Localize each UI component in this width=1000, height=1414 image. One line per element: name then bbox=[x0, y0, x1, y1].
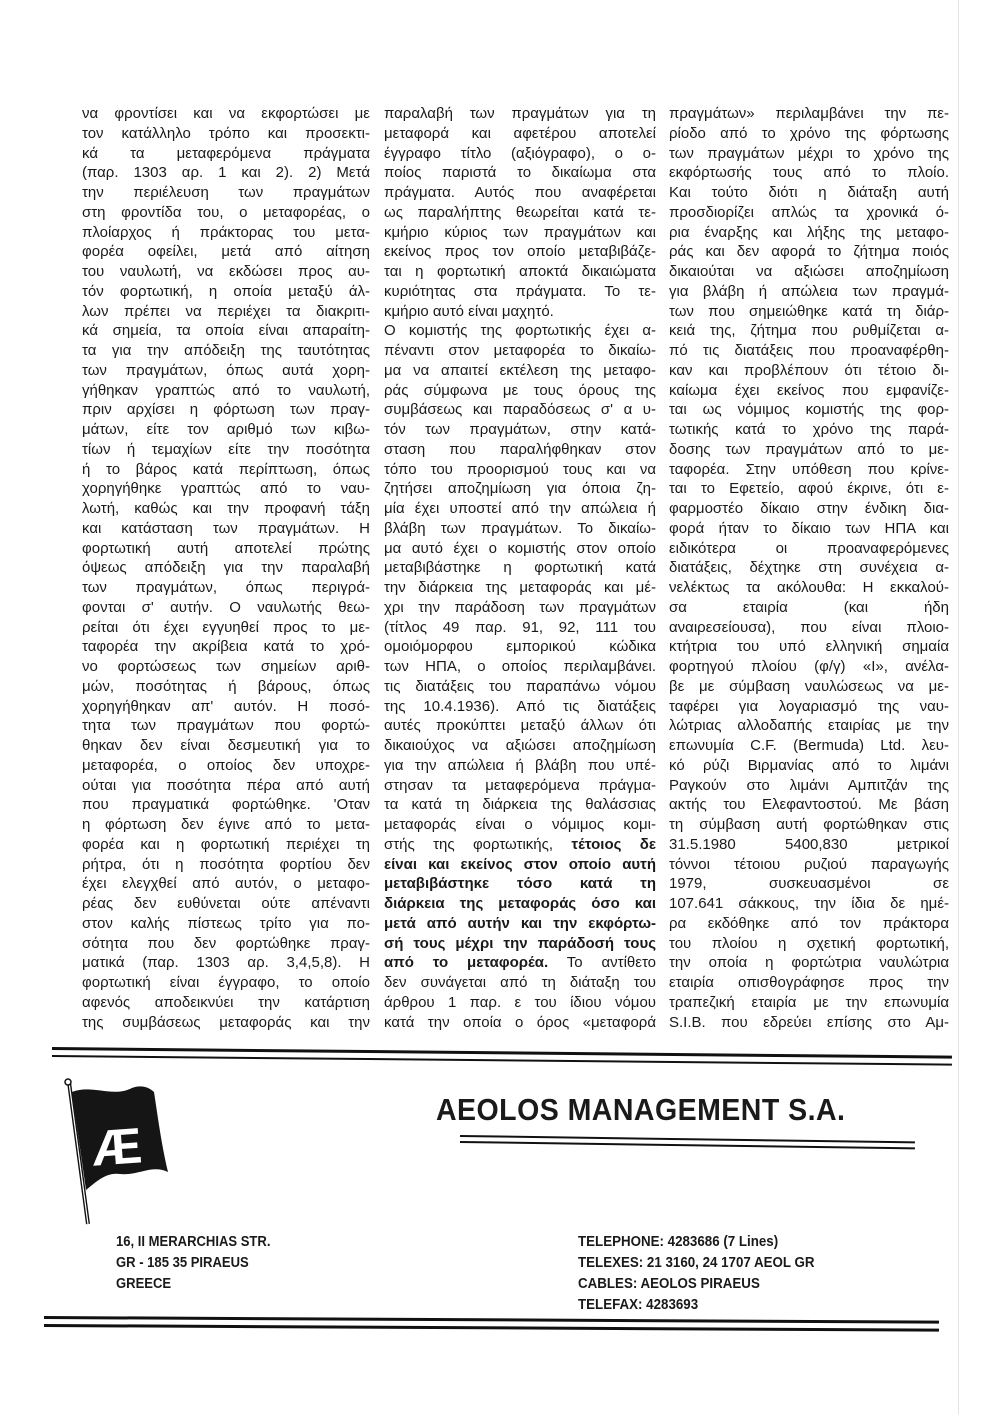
bold-text-segment: μετά από αυτήν και την εκφόρτω- bbox=[384, 914, 656, 932]
text-line: ακτής του Ελεφαντοστού. Με βάση bbox=[669, 796, 949, 814]
text-line: συμβάσεως και παραδόσεως σ' α υ- bbox=[384, 401, 656, 419]
text-line: μα αυτό έχει ο κομιστής στον οποίο bbox=[384, 539, 656, 557]
text-line: ρα εκδόθηκε από τον πράκτορα bbox=[669, 914, 949, 932]
text-line bbox=[384, 953, 656, 973]
text-line: χορηγήθηκαν απ' αυτόν. Η ποσό- bbox=[82, 697, 370, 715]
text-line: παραλαβή των πραγμάτων για τη bbox=[384, 105, 656, 122]
text-line: για την απώλεια ή βλάβη που υπέ- bbox=[384, 756, 656, 774]
text-line: Ραγκούν στο λιμάνι Αμπιτζάν της bbox=[669, 776, 949, 794]
company-address bbox=[116, 1232, 270, 1295]
text-line: ράς και δεν αφορά το ζήτημα ποιός bbox=[669, 243, 949, 261]
article-column-3 bbox=[669, 104, 949, 1032]
text-line: του ναυλωτή, να εκδώσει προς αυ- bbox=[82, 263, 370, 280]
text-line: κά τα μεταφερόμενα πράγματα bbox=[82, 144, 370, 162]
text-line: (παρ. 1303 αρ. 1 και 2). 2) Μετά bbox=[82, 164, 370, 182]
text-line: άρθρου 1 παρ. ε του ίδιου νόμου bbox=[384, 993, 656, 1011]
text-line: κμήριο αυτό είναι μαχητό. bbox=[384, 302, 554, 320]
text-line: κά σημεία, τα οποία είναι απαραίτη- bbox=[82, 322, 370, 340]
text-line: δεν συνάγεται από τη διάταξη του bbox=[384, 974, 656, 991]
text-line: σα εταιρία (και ήδη bbox=[669, 598, 949, 616]
address-line: GREECE bbox=[116, 1276, 172, 1292]
text-line: της 10.4.1936). Από τις διατάξεις bbox=[384, 697, 656, 715]
text-line: ζητήσει αποζημίωση για όποια ζη- bbox=[384, 480, 656, 498]
telexes: TELEXES: 21 3160, 24 1707 AEOL GR bbox=[578, 1255, 815, 1271]
text-line: S.I.B. που εδρεύει επίσης στο Αμ- bbox=[669, 1013, 949, 1031]
text-line: ταφορέα την ακρίβεια κατά το χρό- bbox=[82, 638, 370, 656]
text-line: μεταφοράς είναι ο νόμιμος κομι- bbox=[384, 816, 656, 833]
text-line: εκείνος προς τον οποίο μεταβιβάζε- bbox=[384, 243, 656, 261]
article-column-1 bbox=[82, 104, 370, 1032]
text-segment: στής της φορτωτικής, bbox=[384, 835, 572, 853]
text-line: φορέα οφείλει, μετά από αίτηση bbox=[82, 243, 370, 261]
cables: CABLES: AEOLOS PIRAEUS bbox=[578, 1276, 760, 1292]
text-line: ται η φορτωτική αποκτά δικαιώματα bbox=[384, 263, 656, 280]
text-line: αναιρεσείουσα), που είναι πλοιο- bbox=[669, 618, 949, 636]
text-line bbox=[384, 855, 656, 875]
text-line: τωτικής κατά το χρόνο της παρά- bbox=[669, 421, 949, 438]
text-line: μάτων, είτε τον αριθμό των κιβω- bbox=[82, 421, 370, 438]
text-line: πλοίαρχος ή πράκτορας του μετα- bbox=[82, 223, 370, 241]
text-line: νελέκτως τα ακόλουθα: Η εκκαλού- bbox=[669, 579, 949, 596]
text-line: τραπεζική εταιρία με την επωνυμία bbox=[669, 993, 949, 1011]
text-line: πραγμάτων» περιλαμβάνει την πε- bbox=[669, 105, 949, 122]
text-line: ούται για ποσότητα πέρα από αυτή bbox=[82, 776, 370, 794]
address-line: 16, II MERARCHIAS STR. bbox=[116, 1234, 271, 1250]
text-line: καν και προβλέπουν ότι τέτοιο δι- bbox=[669, 361, 949, 379]
divider-bottom-thin bbox=[44, 1324, 939, 1332]
bold-text-segment: τέτοιος δε bbox=[571, 835, 656, 853]
text-line: προσδιορίζει απλώς τα χρονικά ό- bbox=[669, 203, 949, 221]
divider-bottom-thick bbox=[44, 1316, 939, 1324]
text-line: των πραγμάτων μέχρι το χρόνο της bbox=[669, 144, 949, 162]
text-line: ται ως νόμιμος κομιστής της φορ- bbox=[669, 401, 949, 419]
text-line: στησαν τα μεταφερόμενα πράγμα- bbox=[384, 776, 656, 794]
text-line: μών, ποσότητας ή βάρους, όπως bbox=[82, 677, 370, 695]
text-line: τόν φορτωτική, η οποία μεταξύ άλ- bbox=[82, 282, 370, 300]
text-line: τίων ή τεμαχίων είτε την ποσότητα bbox=[82, 440, 370, 458]
company-name: AEOLOS MANAGEMENT S.A. bbox=[436, 1092, 846, 1127]
text-line: νο φορτώσεως των σημείων αριθ- bbox=[82, 658, 370, 675]
text-line: φαρμοστέο δίκαιο στην ένδικη δια- bbox=[669, 500, 949, 517]
text-line: κειά της, ζήτημα που ρυθμίζεται α- bbox=[669, 322, 949, 340]
text-line: πέναντι στον μεταφορέα το δικαίω- bbox=[384, 342, 656, 359]
text-line: του πλοίου η σχετική φορτωτική, bbox=[669, 934, 949, 952]
text-line: που πραγματικά φορτώθηκε. 'Οταν bbox=[82, 796, 370, 814]
text-line: και κατάσταση των πραγμάτων. Η bbox=[82, 519, 370, 537]
text-line: σταση που παραλήφθηκαν στον bbox=[384, 440, 656, 458]
text-line: τα για την απόδειξη της ταυτότητας bbox=[82, 342, 370, 359]
text-line: τόπο του προορισμού τους και να bbox=[384, 460, 656, 478]
scan-edge bbox=[958, 0, 959, 1414]
text-line: μεταφορά και αφετέρου αποτελεί bbox=[384, 124, 656, 142]
text-line bbox=[384, 835, 656, 855]
text-line: ρίοδο από το χρόνο της φόρτωσης bbox=[669, 124, 949, 142]
text-line: τον κατάλληλο τρόπο και προσεκτι- bbox=[82, 124, 370, 142]
text-line: στη φροντίδα του, ο μεταφορέας, ο bbox=[82, 203, 370, 221]
text-line: σότητα που δεν φορτώθηκε πραγ- bbox=[82, 934, 370, 952]
text-line: δικαιούται να αξιώσει αποζημίωση bbox=[669, 263, 949, 280]
text-line: ως παραλήπτης θεωρείται κατά τε- bbox=[384, 203, 656, 221]
text-line: χρι την παράδοση των πραγμάτων bbox=[384, 598, 656, 616]
text-line: τόννοι τέτοιου ρυζιού παραγωγής bbox=[669, 855, 949, 873]
text-line: 1979, συσκευασμένοι σε bbox=[669, 875, 949, 893]
text-line: ρήτρα, ότι η ποσότητα φορτίου δεν bbox=[82, 855, 370, 873]
text-line: πριν αρχίσει η φόρτωση των πραγ- bbox=[82, 401, 370, 419]
text-line: των πραγμάτων, όπως αυτά χορη- bbox=[82, 361, 370, 379]
text-line: αφενός αποδεικνύει την κατάρτιση bbox=[82, 993, 370, 1011]
text-line: κατά την οποία ο όρος «μεταφορά bbox=[384, 1013, 656, 1031]
text-line: τις διατάξεις του παραπάνω νόμου bbox=[384, 677, 656, 695]
text-line: ράς σύμφωνα με τους όρους της bbox=[384, 381, 656, 399]
text-line: όψεως απόδειξη για την παραλαβή bbox=[82, 559, 370, 577]
text-line: τητα των πραγμάτων που φορτώ- bbox=[82, 717, 370, 735]
text-line: φορτωτική αυτή αποτελεί πρώτης bbox=[82, 539, 370, 557]
text-line: για βλάβη ή απώλεια των πραγμά- bbox=[669, 282, 949, 300]
text-line: λωτή, καθώς και την προφανή τάξη bbox=[82, 500, 370, 517]
text-line: την οποία η φορτώτρια ναυλώτρια bbox=[669, 954, 949, 972]
text-line bbox=[384, 914, 656, 934]
text-line: φονται σ' αυτήν. Ο ναυλωτής θεω- bbox=[82, 598, 370, 616]
text-line bbox=[384, 894, 656, 914]
text-line: (τίτλος 49 παρ. 91, 92, 111 του bbox=[384, 618, 656, 636]
text-line: των που σημειώθηκε κατά τη διάρ- bbox=[669, 302, 949, 320]
text-line: βε με σύμβαση ναυλώσεως να με- bbox=[669, 677, 949, 695]
company-contact bbox=[578, 1232, 815, 1316]
text-line: η φόρτωση δεν έγινε από το μετα- bbox=[82, 816, 370, 833]
text-line: δικαιούχος να αξιώσει αποζημίωση bbox=[384, 737, 656, 754]
text-line: χορηγήθηκε γραπτώς από το ναυ- bbox=[82, 480, 370, 498]
text-line: λων πρέπει να περιέχει τα διακριτι- bbox=[82, 302, 370, 320]
text-line: φορά ήταν το δίκαιο των ΗΠΑ και bbox=[669, 519, 949, 537]
text-line: ή το βάρος κατά περίπτωση, όπως bbox=[82, 460, 370, 478]
text-line: ποίος παριστά το δικαίωμα στα bbox=[384, 164, 656, 182]
address-line: GR - 185 35 PIRAEUS bbox=[116, 1255, 249, 1271]
text-line bbox=[384, 934, 656, 954]
text-line: ταφέρει για λογαριασμό της ναυ- bbox=[669, 697, 949, 715]
text-line: πράγματα. Αυτός που αναφέρεται bbox=[384, 184, 656, 201]
text-line: διατάξεις, δέχτηκε στη συνέχεια α- bbox=[669, 559, 949, 577]
text-line: κυριότητας στα πράγματα. Το τε- bbox=[384, 282, 656, 300]
text-line: καίωμα έχει εκείνος που εμφανίζε- bbox=[669, 381, 949, 399]
text-line: μεταφορέα, ο οποίος δεν υποχρε- bbox=[82, 756, 370, 774]
text-line: ρέας δεν ευθύνεται ούτε απέναντι bbox=[82, 895, 370, 912]
text-line: κτήτρια του υπό ελληνική σημαία bbox=[669, 638, 949, 656]
text-line: φορτηγού πλοίου (φ/γ) «Ι», ανέλα- bbox=[669, 658, 949, 675]
text-line: γήθηκαν γραπτώς από το ναυλωτή, bbox=[82, 381, 370, 399]
text-line: 31.5.1980 5400,830 μετρικοί bbox=[669, 835, 949, 853]
text-line: μεταβιβάστηκε η φορτωτική κατά bbox=[384, 559, 656, 577]
text-line: τόν των πραγμάτων, στην κατά- bbox=[384, 421, 656, 438]
text-line: θηκαν δεν είναι δεσμευτική για το bbox=[82, 737, 370, 754]
text-line: ομοιόμορφου εμπορικού κώδικα bbox=[384, 638, 656, 656]
text-line: να φροντίσει και να εκφορτώσει με bbox=[82, 105, 370, 122]
telefax: TELEFAX: 4283693 bbox=[578, 1297, 699, 1313]
text-segment: Το αντίθετο bbox=[548, 954, 657, 972]
text-line: τα κατά τη διάρκεια της θαλάσσιας bbox=[384, 796, 656, 814]
text-line: ταφορέα. Στην υπόθεση που κρίνε- bbox=[669, 460, 949, 478]
text-line: λώτριας αλλοδαπής εταιρίας με την bbox=[669, 717, 949, 735]
article-column-2 bbox=[384, 104, 656, 1032]
text-line: ματικά (παρ. 1303 αρ. 3,4,5,8). Η bbox=[82, 954, 370, 972]
text-line: μα να απαιτεί εκτέλεση της μεταφο- bbox=[384, 361, 656, 379]
text-line: εκφόρτωσής τους από το πλοίο. bbox=[669, 164, 949, 182]
text-line: έγγραφο τίτλο (αξιόγραφο), ο ο- bbox=[384, 144, 656, 162]
bold-text-segment: διάρκεια της μεταφοράς όσο και bbox=[384, 895, 656, 912]
text-line: εταιρία οπισθογράφησε προς την bbox=[669, 974, 949, 991]
bold-text-segment: από το μεταφορέα. bbox=[384, 954, 549, 972]
telephone: TELEPHONE: 4283686 (7 Lines) bbox=[578, 1234, 779, 1250]
company-flag-logo bbox=[62, 1078, 172, 1233]
text-line: Και τούτο διότι η διάταξη αυτή bbox=[669, 184, 949, 201]
text-line: δοσης των πραγμάτων από το με- bbox=[669, 440, 949, 458]
text-line: ρια έναρξης και λήξης της μεταφο- bbox=[669, 223, 949, 241]
bold-text-segment: είναι και εκείνος στον οποίο αυτή bbox=[384, 855, 656, 873]
text-line: της συμβάσεως μεταφοράς και την bbox=[82, 1013, 370, 1031]
bold-text-segment: σή τους μέχρι την παράδοσή τους bbox=[384, 934, 656, 952]
logo-monogram: Æ bbox=[90, 1117, 144, 1177]
text-line: κμήριο κύριος των πραγμάτων και bbox=[384, 223, 656, 241]
text-line: φορτωτική είναι έγγραφο, το οποίο bbox=[82, 974, 370, 991]
text-line: στον καλής πίστεως τρίτο για πο- bbox=[82, 914, 370, 932]
text-line: των πραγμάτων, όπως περιγρά- bbox=[82, 579, 370, 596]
text-line: την περιέλευση των πραγμάτων bbox=[82, 184, 370, 201]
text-line: επωνυμία C.F. (Bermuda) Ltd. λευ- bbox=[669, 737, 949, 754]
text-line: των ΗΠΑ, ο οποίος περιλαμβάνει. bbox=[384, 658, 656, 675]
text-line: Ο κομιστής της φορτωτικής έχει α- bbox=[384, 322, 656, 340]
text-line: την διάρκεια της μεταφοράς και μέ- bbox=[384, 579, 656, 596]
text-line bbox=[384, 874, 656, 894]
text-line: ειδικότερα οι προαναφερόμενες bbox=[669, 539, 949, 557]
text-line: βλάβη των πραγμάτων. Το δικαίω- bbox=[384, 519, 656, 537]
text-line: αυτές προκύπτει μεταξύ άλλων ότι bbox=[384, 717, 656, 735]
text-line: μία έχει υποστεί από την απώλεια ή bbox=[384, 500, 656, 517]
text-line: ται το Εφετείο, αφού έκρινε, ότι ε- bbox=[669, 480, 949, 498]
text-line: 107.641 σάκκους, την ίδια δε ημέ- bbox=[669, 895, 949, 912]
bold-text-segment: μεταβιβάστηκε τόσο κατά τη bbox=[384, 875, 656, 893]
text-line: ρείται ότι έχει εγγυηθεί προς το με- bbox=[82, 618, 370, 636]
text-line: κό ρύζι Βιρμανίας από το λιμάνι bbox=[669, 756, 949, 774]
text-line: έχει ελεγχθεί από αυτόν, ο μεταφο- bbox=[82, 875, 370, 893]
text-line: πό τις διατάξεις που προαναφέρθη- bbox=[669, 342, 949, 359]
text-line: φορέα και η φορτωτική περιέχει τη bbox=[82, 835, 370, 853]
text-line: τη σύμβαση αυτή φορτώθηκαν στις bbox=[669, 816, 949, 833]
